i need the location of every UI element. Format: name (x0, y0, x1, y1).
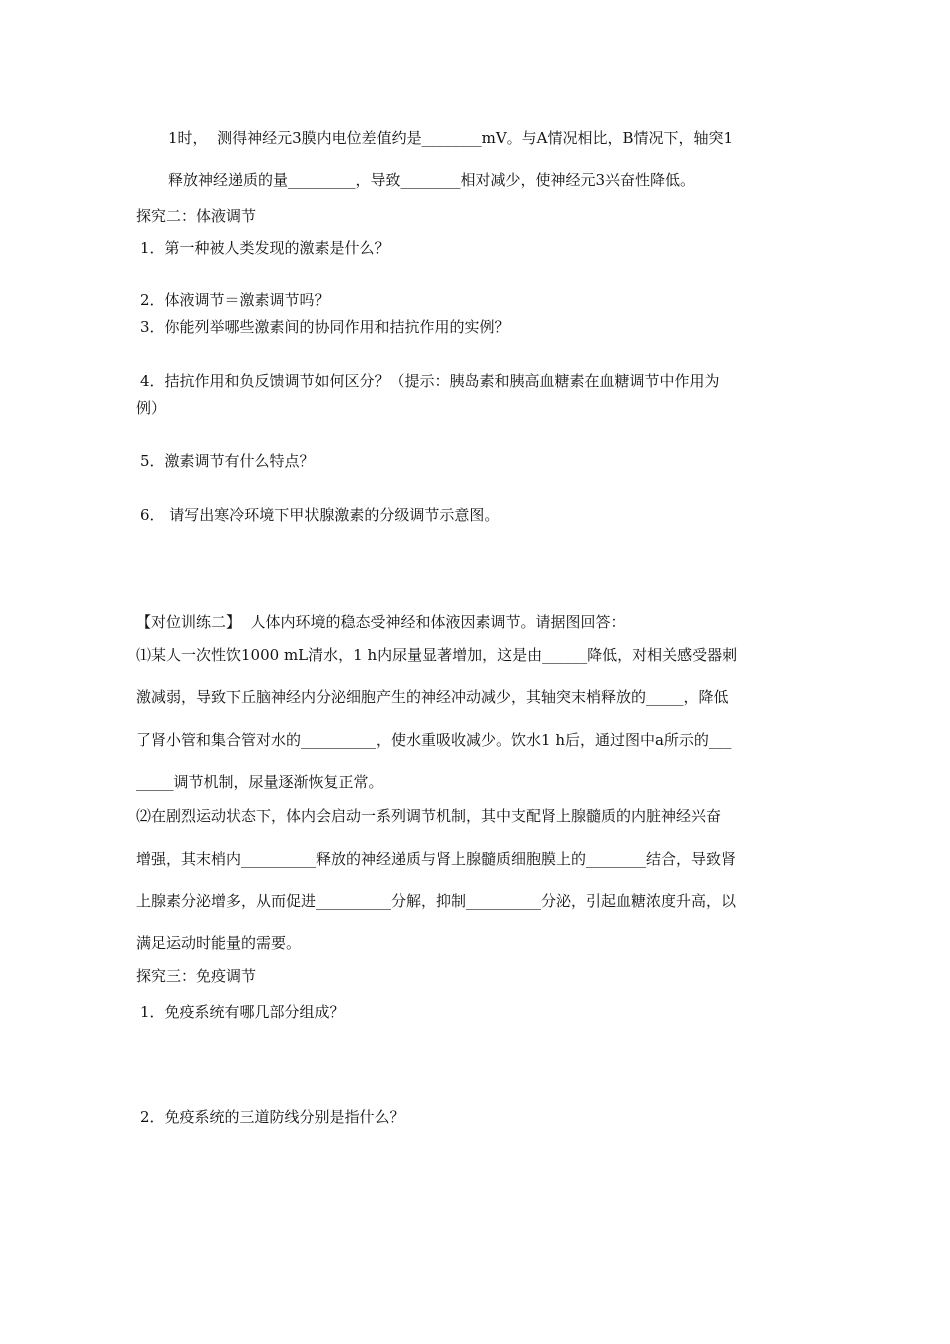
question: 2．免疫系统的三道防线分别是指什么？ (140, 1108, 405, 1126)
exercise-heading: 【对位训练二】 人体内环境的稳态受神经和体液因素调节。请据图回答： (136, 613, 626, 631)
text-line: 满足运动时能量的需要。 (136, 934, 302, 952)
text-line: 上腺素分泌增多，从而促进__________分解，抑制__________分泌，引起血糖浓度升高，以 (136, 892, 737, 910)
question: 1．免疫系统有哪几部分组成？ (140, 1003, 345, 1021)
question: 3．你能列举哪些激素间的协同作用和拮抗作用的实例？ (140, 318, 510, 336)
question: 1．第一种被人类发现的激素是什么？ (140, 239, 390, 257)
text-line: 了肾小管和集合管对水的__________，使水重吸收减少。饮水1 h后，通过图中a所示的___ (136, 731, 732, 749)
section-heading: 探究三：免疫调节 (136, 967, 257, 985)
question: 5．激素调节有什么特点？ (140, 452, 315, 470)
text-line: 增强，其末梢内__________释放的神经递质与肾上腺髓质细胞膜上的________结合，导致肾 (136, 850, 737, 868)
text-line: ⑵在剧烈运动状态下，体内会启动一系列调节机制，其中支配肾上腺髓质的内脏神经兴奋 (136, 807, 722, 825)
text-line: 释放神经递质的量_________，导致________相对减少，使神经元3兴奋性降低。 (168, 171, 696, 189)
question: 6． 请写出寒冷环境下甲状腺激素的分级调节示意图。 (140, 506, 500, 524)
text-line: 激减弱，导致下丘脑神经内分泌细胞产生的神经冲动减少，其轴突末梢释放的_____，降低 (136, 688, 729, 706)
text-line: 例） (136, 399, 167, 417)
text-line: _____调节机制，尿量逐渐恢复正常。 (136, 773, 384, 791)
text-line: ⑴某人一次性饮1000 mL清水，1 h内尿量显著增加，这是由______降低，对相关感受器刺 (136, 646, 738, 664)
text-line: 1时， 测得神经元3膜内电位差值约是________mV。与A情况相比，B情况下，轴突1 (168, 129, 734, 147)
question: 4．拮抗作用和负反馈调节如何区分？（提示：胰岛素和胰高血糖素在血糖调节中作用为 (140, 372, 720, 390)
section-heading: 探究二：体液调节 (136, 207, 257, 225)
question: 2．体液调节＝激素调节吗？ (140, 291, 330, 309)
